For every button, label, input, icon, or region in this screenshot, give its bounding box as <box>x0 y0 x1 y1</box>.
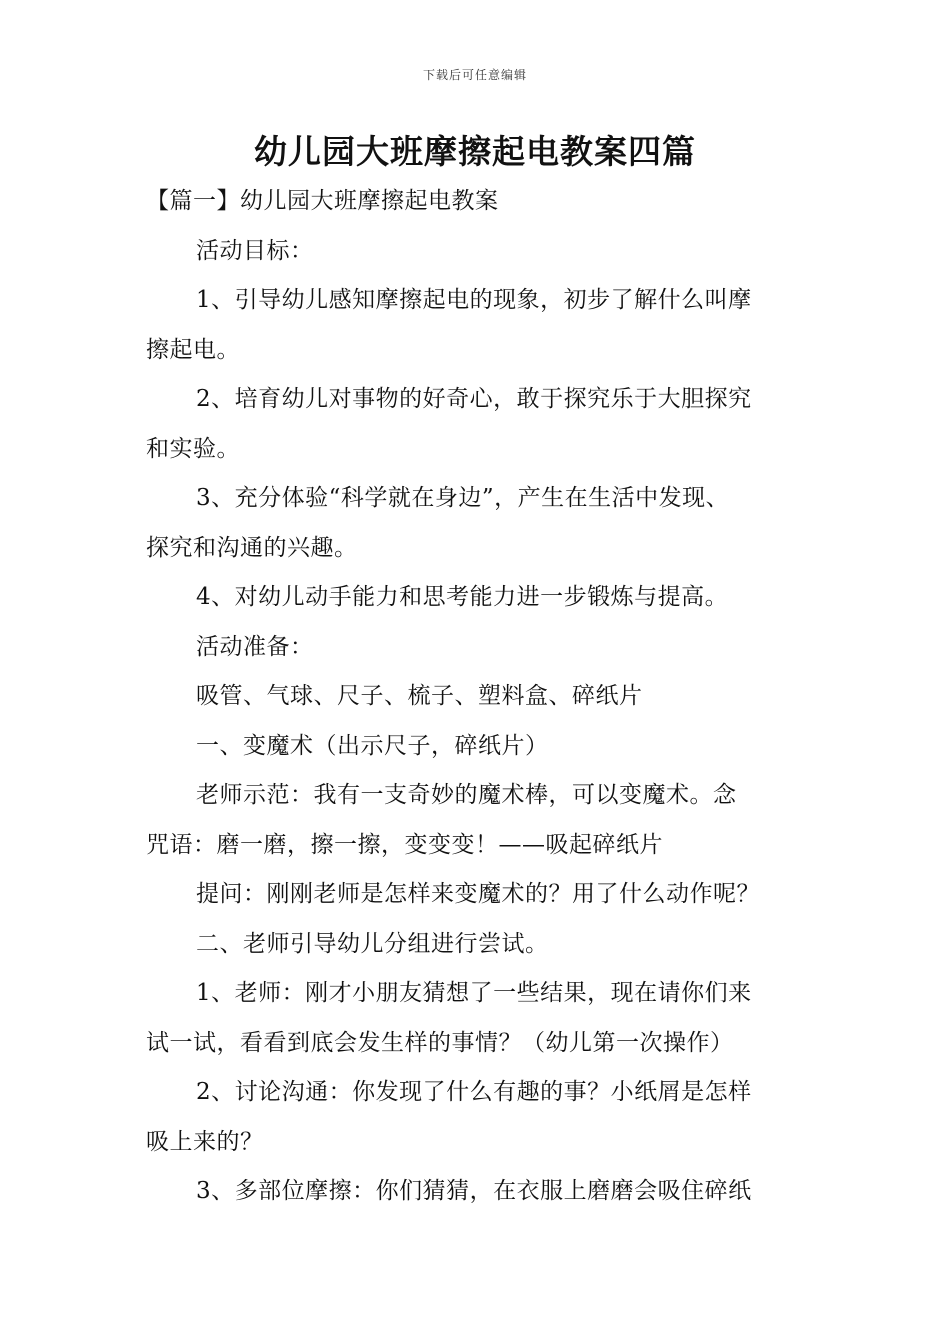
text-line: 咒语：磨一磨，擦一擦，变变变！——吸起碎纸片 <box>146 831 663 858</box>
document-body <box>146 177 806 1217</box>
text-line: 擦起电。 <box>146 336 240 363</box>
text-line: 和实验。 <box>146 435 240 462</box>
text-line: 3、多部位摩擦：你们猜猜，在衣服上磨磨会吸住碎纸 <box>196 1178 752 1204</box>
text-line: 二、老师引导幼儿分组进行尝试。 <box>196 930 549 957</box>
text-line: 活动准备： <box>196 633 314 660</box>
text-line: 吸上来的？ <box>146 1128 264 1155</box>
text-line: 1、老师：刚才小朋友猜想了一些结果，现在请你们来 <box>196 980 752 1006</box>
text-line: 2、培育幼儿对事物的好奇心，敢于探究乐于大胆探究 <box>196 386 752 412</box>
text-line: 3、充分体验“科学就在身边”，产生在生活中发现、 <box>196 485 730 511</box>
document-title: 幼儿园大班摩擦起电教案四篇 <box>254 132 696 171</box>
text-line: 4、对幼儿动手能力和思考能力进一步锻炼与提高。 <box>196 584 729 610</box>
text-line: 一、变魔术（出示尺子，碎纸片） <box>196 732 549 759</box>
text-line: 1、引导幼儿感知摩擦起电的现象，初步了解什么叫摩 <box>196 287 752 313</box>
page-header-note: 下载后可任意编辑 <box>422 68 527 82</box>
text-line: 提问：刚刚老师是怎样来变魔术的？用了什么动作呢？ <box>196 881 760 907</box>
text-line: 探究和沟通的兴趣。 <box>146 534 358 561</box>
text-line: 吸管、气球、尺子、梳子、塑料盒、碎纸片 <box>196 683 643 709</box>
text-line: 【篇一】幼儿园大班摩擦起电教案 <box>146 188 499 214</box>
text-line: 老师示范：我有一支奇妙的魔术棒，可以变魔术。念 <box>196 782 737 808</box>
text-line: 试一试，看看到底会发生样的事情？（幼儿第一次操作） <box>146 1029 734 1056</box>
text-line: 活动目标： <box>196 237 314 264</box>
text-line: 2、讨论沟通：你发现了什么有趣的事？小纸屑是怎样 <box>196 1079 752 1105</box>
